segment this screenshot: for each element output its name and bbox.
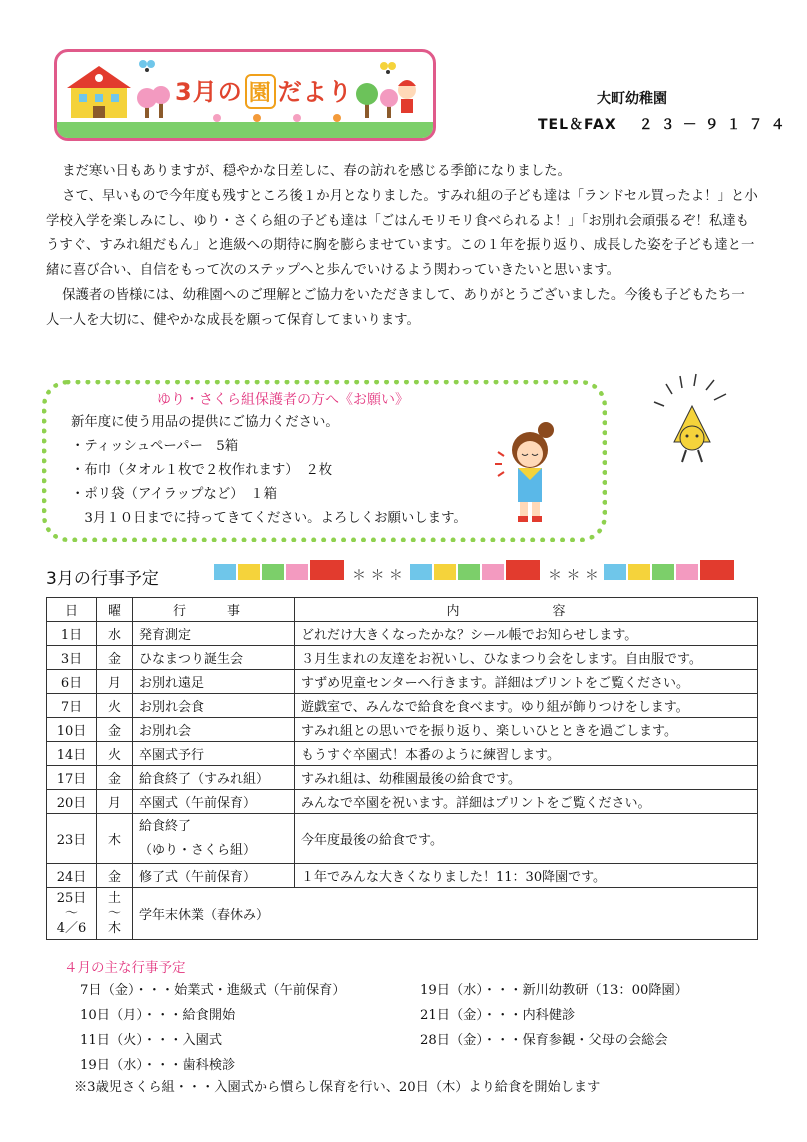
- train-car-icon: [410, 560, 540, 580]
- table-row: [47, 694, 758, 718]
- table-row: [47, 718, 758, 742]
- cell-detail: １年でみんな大きくなりました！11：30降園です。: [295, 864, 758, 888]
- svg-text:＊ ＊ ＊: ＊ ＊ ＊: [548, 568, 599, 584]
- cell-dow: 金: [97, 646, 133, 670]
- cell-dow-line: 土: [107, 891, 121, 906]
- cell-dow: 火: [97, 694, 133, 718]
- train-car-icon: [214, 560, 344, 580]
- cell-day: 23日: [47, 814, 97, 864]
- flower-icon: [213, 114, 341, 122]
- tree-icon: [356, 83, 378, 118]
- table-row: [47, 888, 758, 940]
- cell-day: 1日: [47, 622, 97, 646]
- cell-event: 修了式（午前保育）: [133, 864, 295, 888]
- cell-dow-line: ～: [107, 906, 121, 921]
- cell-day: 3日: [47, 646, 97, 670]
- header-event: 行 事: [133, 598, 295, 622]
- schedule-table: [46, 597, 758, 940]
- table-row: [47, 646, 758, 670]
- cell-detail: すずめ児童センターへ行きます。詳細はプリントをご覧ください。: [295, 670, 758, 694]
- table-row: [47, 670, 758, 694]
- train-decoration-icon: [212, 556, 752, 586]
- april-item: 7日（金）・・・始業式・進級式（午前保育）: [80, 983, 346, 998]
- bowing-girl-icon: [494, 416, 564, 528]
- april-item: 11日（火）・・・入園式: [80, 1033, 223, 1048]
- banner-grass: [57, 122, 433, 138]
- intro-paragraph: さて、早いもので今年度も残すところ後１か月となりました。すみれ組の子ども達は「ランドセル買ったよ！」と小学校入学を楽しみにし、ゆり・さくら組の子ども達は「ごはんモリモリ食べられるよ！」「お別れ会頑張るぞ！私達もうすぐ、すみれ組だもん」と進級への期待に胸を膨らませています。この１年を振り返り、成長した姿を子ども達と一緒に喜び合い、自信をもって次のステップへと歩んでいけるよう関わっていきたいと思います。: [46, 188, 758, 279]
- cell-detail: 遊戯室で、みんなで給食を食べます。ゆり組が飾りつけをします。: [295, 694, 758, 718]
- cell-dow: 金: [97, 864, 133, 888]
- table-row: [47, 790, 758, 814]
- cell-dow: [97, 888, 133, 940]
- header-day: 日: [47, 598, 97, 622]
- april-item: 19日（水）・・・新川幼教研（13：00降園）: [420, 983, 688, 998]
- cell-detail: すみれ組は、幼稚園最後の給食です。: [295, 766, 758, 790]
- cell-dow: 金: [97, 718, 133, 742]
- cell-day: 24日: [47, 864, 97, 888]
- request-line: 新年度に使う用品の提供にご協力ください。: [71, 415, 339, 430]
- butterfly-icon: [139, 60, 155, 72]
- april-item: 19日（水）・・・歯科検診: [80, 1058, 236, 1073]
- header-dow: 曜: [97, 598, 133, 622]
- cell-day: 14日: [47, 742, 97, 766]
- cell-day: 17日: [47, 766, 97, 790]
- school-name: 大町幼稚園: [597, 91, 667, 107]
- cell-detail: もうすぐ卒園式！本番のように練習します。: [295, 742, 758, 766]
- request-line: ・ポリ袋（アイラップなど） １箱: [71, 487, 278, 502]
- cell-detail: すみれ組との思いでを振り返り、楽しいひとときを過ごします。: [295, 718, 758, 742]
- cell-event: 学年末休業（春休み）: [133, 888, 758, 940]
- cell-day: 10日: [47, 718, 97, 742]
- april-left-list: [80, 978, 346, 1078]
- request-title: ゆり・さくら組保護者の方へ《お願い》: [157, 392, 409, 408]
- request-line: ・布巾（タオル１枚で２枚作れます） ２枚: [71, 463, 333, 478]
- cell-event-line: （ゆり・さくら組）: [139, 842, 257, 858]
- intro-paragraph: まだ寒い日もありますが、穏やかな日差しに、春の訪れを感じる季節になりました。: [62, 164, 571, 179]
- cell-dow: 水: [97, 622, 133, 646]
- april-item: 10日（月）・・・給食開始: [80, 1008, 236, 1023]
- cell-day: 6日: [47, 670, 97, 694]
- request-body: [71, 411, 467, 531]
- april-item: 21日（金）・・・内科健診: [420, 1008, 576, 1023]
- school-house-icon: [67, 66, 131, 118]
- intro-text: [46, 160, 758, 334]
- intro-paragraph: 保護者の皆様には、幼稚園へのご理解とご協力をいただきまして、ありがとうございました。今後も子どもたち一人一人を大切に、健やかな成長を願って保育してまいります。: [46, 287, 745, 328]
- cell-event: 発育測定: [133, 622, 295, 646]
- header-detail: 内 容: [295, 598, 758, 622]
- request-line: 3月１０日までに持ってきてください。よろしくお願いします。: [71, 511, 467, 526]
- april-note: ※3歳児さくら組・・・入園式から慣らし保育を行い、20日（木）より給食を開始します: [74, 1080, 601, 1095]
- cell-detail: ３月生まれの友達をお祝いし、ひなまつり会をします。自由服です。: [295, 646, 758, 670]
- cell-day-line: ～: [64, 906, 78, 921]
- cell-detail: 今年度最後の給食です。: [295, 814, 758, 864]
- cell-event: 給食終了（すみれ組）: [133, 766, 295, 790]
- cell-dow: 月: [97, 790, 133, 814]
- table-row: [47, 814, 758, 864]
- table-row: [47, 864, 758, 888]
- april-item: 28日（金）・・・保育参観・父母の会総会: [420, 1033, 668, 1048]
- school-contact: TEL＆FAX ２３－９１７４: [538, 117, 793, 133]
- cell-day-line: 25日: [56, 891, 87, 906]
- cell-dow: 月: [97, 670, 133, 694]
- cell-dow: 金: [97, 766, 133, 790]
- svg-text:＊ ＊ ＊: ＊ ＊ ＊: [352, 568, 403, 584]
- schedule-title: 3月の行事予定: [46, 569, 159, 589]
- train-car-icon: [604, 560, 734, 580]
- table-row: [47, 766, 758, 790]
- cell-day: [47, 888, 97, 940]
- request-line: ・ティッシュペーパー 5箱: [71, 439, 239, 454]
- cell-event: お別れ会: [133, 718, 295, 742]
- cell-dow-line: 木: [107, 921, 121, 936]
- cell-day: 20日: [47, 790, 97, 814]
- cell-event: 卒園式（午前保育）: [133, 790, 295, 814]
- cell-event-line: 給食終了: [139, 818, 192, 834]
- table-header-row: [47, 598, 758, 622]
- cell-dow: 火: [97, 742, 133, 766]
- april-title: ４月の主な行事予定: [64, 960, 186, 976]
- butterfly-icon: [380, 62, 396, 74]
- cell-event: お別れ会食: [133, 694, 295, 718]
- cell-event: [133, 814, 295, 864]
- cell-dow: 木: [97, 814, 133, 864]
- april-right-list: [420, 978, 688, 1053]
- cell-detail: どれだけ大きくなったかな？シール帳でお知らせします。: [295, 622, 758, 646]
- child-icon: [398, 80, 416, 113]
- table-row: [47, 742, 758, 766]
- cell-event: 卒園式予行: [133, 742, 295, 766]
- cell-day-line: 4／6: [56, 921, 87, 936]
- table-row: [47, 622, 758, 646]
- tree-icon: [380, 89, 398, 118]
- newsletter-title: 3月の 園 だより: [175, 72, 353, 109]
- sun-character-icon: [652, 372, 732, 472]
- cell-detail: みんなで卒園を祝います。詳細はプリントをご覧ください。: [295, 790, 758, 814]
- newsletter-banner: [54, 49, 436, 141]
- cell-event: お別れ遠足: [133, 670, 295, 694]
- cell-day: 7日: [47, 694, 97, 718]
- cell-event: ひなまつり誕生会: [133, 646, 295, 670]
